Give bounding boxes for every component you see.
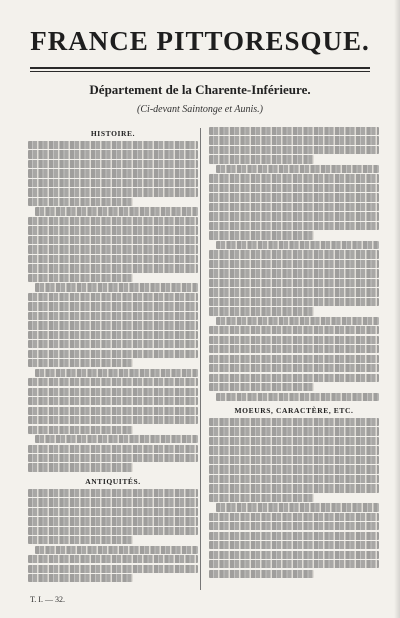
body-text-line <box>28 397 198 405</box>
body-text-line <box>209 250 379 258</box>
body-text-line <box>216 503 379 511</box>
body-text-line <box>209 136 379 144</box>
body-text-line <box>209 212 379 220</box>
body-text-line <box>216 317 379 325</box>
masthead-rule-top <box>30 67 370 69</box>
body-text-line <box>209 465 379 473</box>
body-text-line <box>209 551 379 559</box>
body-text-line <box>35 435 198 443</box>
body-text-line <box>209 269 379 277</box>
body-text-line <box>28 426 133 434</box>
body-text-line <box>209 260 379 268</box>
body-text-line <box>209 336 379 344</box>
body-text-line <box>28 359 133 367</box>
body-text-line <box>28 388 198 396</box>
publication-title: FRANCE PITTORESQUE. <box>30 26 370 56</box>
body-text-line <box>209 475 379 483</box>
body-text-line <box>28 407 198 415</box>
body-text-line <box>28 574 133 582</box>
body-text-line <box>209 570 314 578</box>
body-text-line <box>209 446 379 454</box>
body-text-line <box>209 326 379 334</box>
body-text-line <box>209 437 379 445</box>
body-text-line <box>209 456 379 464</box>
body-text-line <box>209 298 379 306</box>
left-column <box>28 127 198 597</box>
body-text-line <box>209 513 379 521</box>
body-text-line <box>28 416 198 424</box>
body-text-line <box>28 454 198 462</box>
body-text-line <box>209 383 314 391</box>
body-text-line <box>209 522 379 530</box>
body-text-line <box>35 546 198 554</box>
body-text-line <box>28 226 198 234</box>
body-text-line <box>28 508 198 516</box>
page-edge-shadow <box>394 0 400 618</box>
body-text-line <box>209 484 379 492</box>
body-text-line <box>35 207 198 215</box>
body-text-line <box>28 293 198 301</box>
body-text-line <box>28 565 198 573</box>
body-text-line <box>209 146 379 154</box>
body-text-line <box>209 374 379 382</box>
history-text-block <box>28 141 198 472</box>
body-text-line <box>28 236 198 244</box>
body-text-line <box>209 174 379 182</box>
body-text-line <box>28 517 198 525</box>
body-text-line <box>28 340 198 348</box>
body-text-line <box>209 494 314 502</box>
body-text-line <box>209 345 379 353</box>
body-text-line <box>28 463 133 471</box>
body-text-line <box>28 274 133 282</box>
section-heading-history: HISTOIRE. <box>90 129 136 138</box>
body-text-line <box>209 193 379 201</box>
body-text-line <box>28 555 198 563</box>
body-text-line <box>209 203 379 211</box>
body-text-line <box>28 217 198 225</box>
body-text-line <box>28 321 198 329</box>
body-text-line <box>28 198 133 206</box>
body-text-line <box>209 279 379 287</box>
body-text-line <box>209 541 379 549</box>
body-text-line <box>28 331 198 339</box>
body-text-line <box>28 245 198 253</box>
continued-text-block <box>209 127 379 401</box>
section-heading-antiquities: ANTIQUITÉS. <box>85 476 141 486</box>
body-text-line <box>35 369 198 377</box>
page-signature: T. I. — 32. <box>30 595 65 604</box>
body-text-line <box>28 312 198 320</box>
right-column <box>209 127 379 597</box>
body-text-line <box>28 350 198 358</box>
body-text-line <box>28 255 198 263</box>
body-text-line <box>28 536 133 544</box>
body-text-line <box>216 241 379 249</box>
manners-text-block <box>209 418 379 578</box>
masthead-rule-bottom <box>30 71 370 72</box>
body-text-line <box>28 498 198 506</box>
body-text-line <box>35 283 198 291</box>
section-heading-manners: MOEURS, CARACTÈRE, ETC. <box>234 405 354 415</box>
body-text-line <box>28 527 198 535</box>
antiquities-text-block <box>28 489 198 583</box>
body-text-line <box>209 532 379 540</box>
body-text-line <box>209 231 314 239</box>
body-text-line <box>209 155 314 163</box>
article-title: Département de la Charente-Inférieure. <box>89 82 311 97</box>
body-text-line <box>216 165 379 173</box>
body-text-line <box>28 489 198 497</box>
body-text-line <box>209 560 379 568</box>
article-subtitle: (Ci-devant Saintonge et Aunis.) <box>137 104 263 115</box>
column-divider <box>200 128 201 590</box>
body-text-line <box>28 179 198 187</box>
body-text-line <box>209 288 379 296</box>
body-text-line <box>28 169 198 177</box>
body-text-line <box>28 378 198 386</box>
body-text-line <box>28 264 198 272</box>
body-text-line <box>209 355 379 363</box>
body-text-line <box>28 150 198 158</box>
body-text-line <box>209 127 379 135</box>
body-text-line <box>28 160 198 168</box>
body-text-line <box>209 184 379 192</box>
body-text-line <box>209 427 379 435</box>
body-text-line <box>28 445 198 453</box>
body-text-line <box>28 188 198 196</box>
body-text-line <box>28 141 198 149</box>
body-text-line <box>216 393 379 401</box>
body-text-line <box>209 418 379 426</box>
body-text-line <box>209 307 314 315</box>
body-text-line <box>209 364 379 372</box>
body-text-line <box>209 222 379 230</box>
body-text-line <box>28 302 198 310</box>
